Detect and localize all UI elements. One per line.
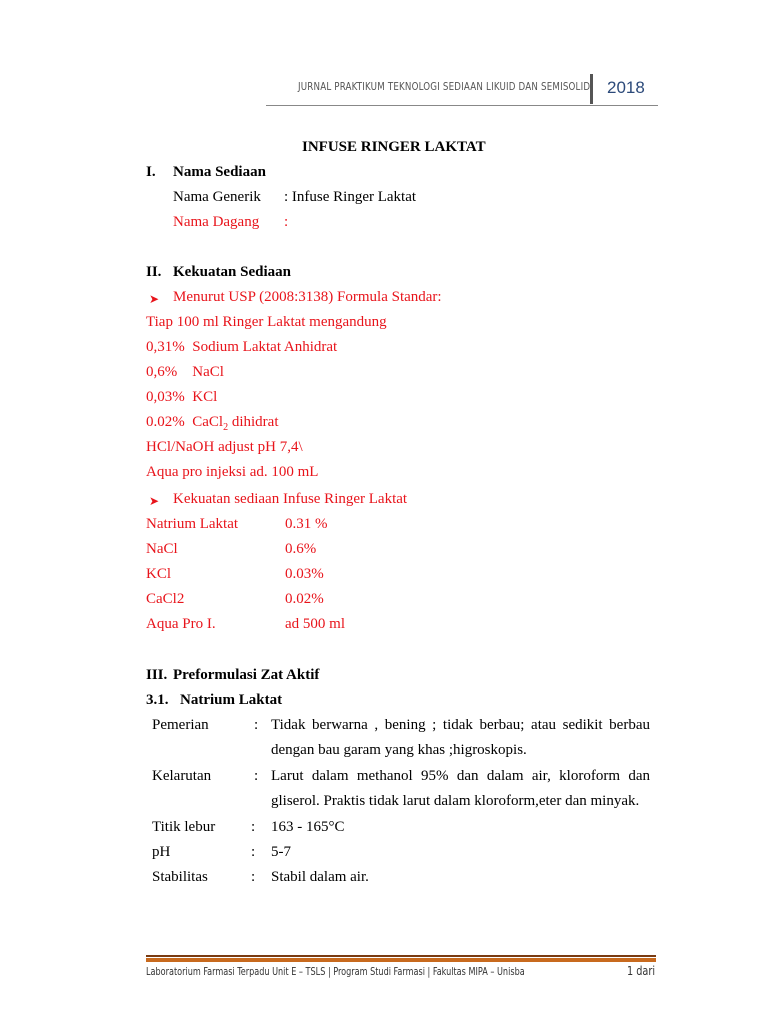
cacl2-prefix: 0.02% CaCl bbox=[146, 414, 224, 430]
section-1-number: I. bbox=[146, 164, 156, 180]
arrowhead-bullet-icon: ➤ bbox=[149, 494, 160, 508]
header-year: 2018 bbox=[607, 78, 645, 97]
strength-heading: Kekuatan sediaan Infuse Ringer Laktat bbox=[173, 491, 408, 507]
trade-name-value: : bbox=[284, 214, 289, 230]
strength-value: 0.6% bbox=[285, 541, 317, 557]
formula-line: 0,31% Sodium Laktat Anhidrat bbox=[146, 339, 338, 355]
property-label: Stabilitas bbox=[152, 869, 208, 885]
property-value: Tidak berwarna , bening ; tidak berbau; atau sedikit berbau bbox=[271, 717, 650, 733]
section-2-title: Kekuatan Sediaan bbox=[173, 264, 291, 280]
property-colon: : bbox=[251, 819, 256, 835]
footer-rule-dark bbox=[146, 955, 656, 957]
property-value-cont: dengan bau garam yang khas ;higroskopis. bbox=[271, 742, 527, 758]
strength-name: NaCl bbox=[146, 541, 178, 557]
cacl2-suffix: dihidrat bbox=[228, 414, 279, 430]
strength-name: KCl bbox=[146, 566, 172, 582]
header-divider bbox=[590, 74, 593, 104]
formula-line: 0,6% NaCl bbox=[146, 364, 224, 380]
document-title: INFUSE RINGER LAKTAT bbox=[302, 139, 486, 155]
generic-name-value: : Infuse Ringer Laktat bbox=[284, 189, 417, 205]
property-value: Stabil dalam air. bbox=[271, 869, 369, 885]
strength-value: 0.02% bbox=[285, 591, 324, 607]
property-colon: : bbox=[254, 717, 259, 733]
header-rule bbox=[266, 105, 658, 106]
formula-line: Tiap 100 ml Ringer Laktat mengandung bbox=[146, 314, 387, 330]
property-colon: : bbox=[254, 768, 259, 784]
formula-line: Aqua pro injeksi ad. 100 mL bbox=[146, 464, 319, 480]
property-value: 163 - 165°C bbox=[271, 819, 345, 835]
strength-value: 0.03% bbox=[285, 566, 324, 582]
strength-name: CaCl2 bbox=[146, 591, 185, 607]
property-value-cont: gliserol. Praktis tidak larut dalam kloroform,eter dan minyak. bbox=[271, 793, 640, 809]
footer-institution: Laboratorium Farmasi Terpadu Unit E – TSLS | Program Studi Farmasi | Fakultas MIPA – Unisba bbox=[146, 966, 525, 978]
property-label: Pemerian bbox=[152, 717, 209, 733]
generic-name-label: Nama Generik bbox=[173, 189, 261, 205]
property-label: Titik lebur bbox=[152, 819, 216, 835]
strength-value: 0.31 % bbox=[285, 516, 328, 532]
subsection-number: 3.1. bbox=[146, 692, 169, 708]
section-2-number: II. bbox=[146, 264, 162, 280]
property-colon: : bbox=[251, 869, 256, 885]
strength-name: Natrium Laktat bbox=[146, 516, 239, 532]
property-label: pH bbox=[152, 844, 171, 860]
section-1-title: Nama Sediaan bbox=[173, 164, 266, 180]
formula-line: 0,03% KCl bbox=[146, 389, 218, 405]
formula-line: HCl/NaOH adjust pH 7,4\ bbox=[146, 439, 303, 455]
arrowhead-bullet-icon: ➤ bbox=[149, 292, 160, 306]
footer-rule-light bbox=[146, 958, 656, 962]
section-3-number: III. bbox=[146, 667, 168, 683]
usp-formula-heading: Menurut USP (2008:3138) Formula Standar: bbox=[173, 289, 442, 305]
page-number: 1 dari bbox=[627, 964, 656, 978]
property-colon: : bbox=[251, 844, 256, 860]
formula-line-cacl2 bbox=[146, 413, 279, 437]
property-label: Kelarutan bbox=[152, 768, 212, 784]
journal-title: JURNAL PRAKTIKUM TEKNOLOGI SEDIAAN LIKUID DAN SEMISOLID bbox=[298, 81, 591, 93]
cacl2-subscript: 2 bbox=[223, 422, 229, 433]
subsection-title: Natrium Laktat bbox=[180, 692, 283, 708]
property-value: Larut dalam methanol 95% dan dalam air, kloroform dan bbox=[271, 768, 650, 784]
section-3-title: Preformulasi Zat Aktif bbox=[173, 667, 320, 683]
trade-name-label: Nama Dagang bbox=[173, 214, 260, 230]
strength-value: ad 500 ml bbox=[285, 616, 345, 632]
property-value: 5-7 bbox=[271, 844, 291, 860]
strength-name: Aqua Pro I. bbox=[146, 616, 216, 632]
